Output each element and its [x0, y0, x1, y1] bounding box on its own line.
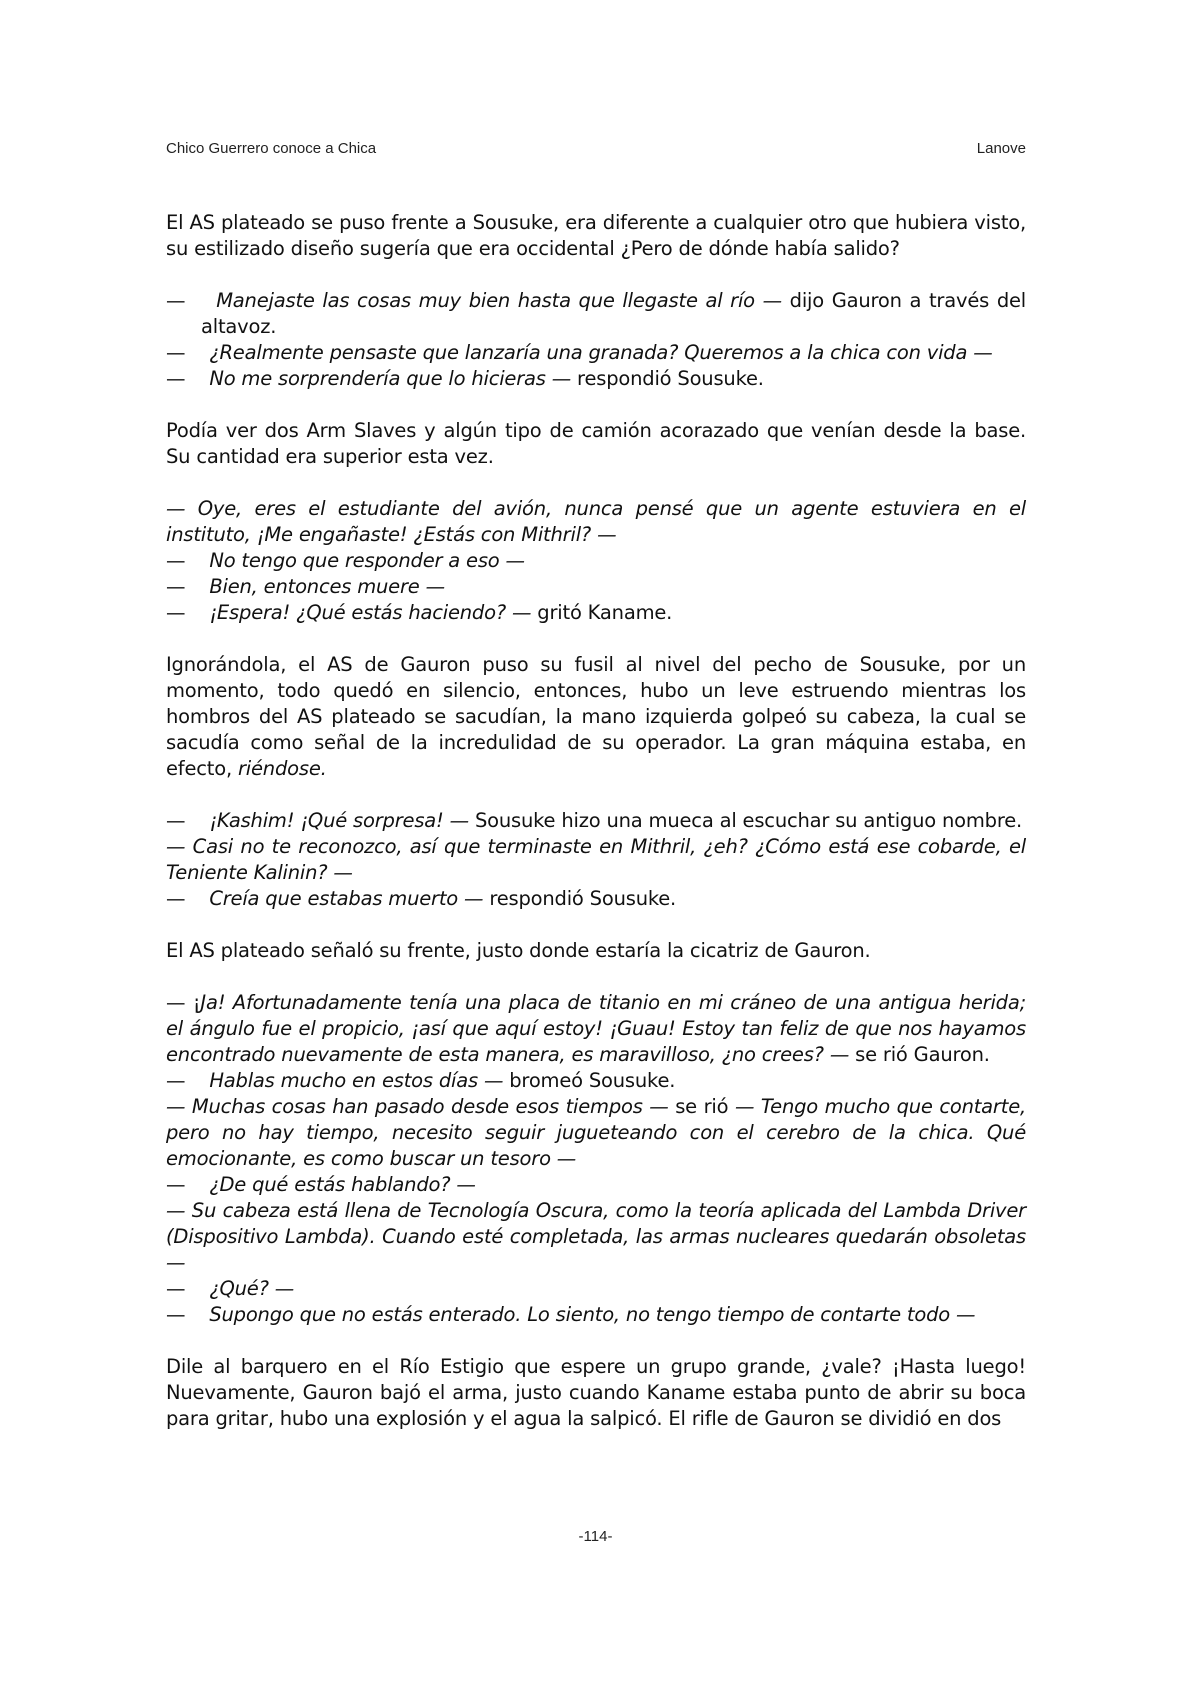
header-author: Lanove: [976, 140, 1026, 157]
dialogue-block: [166, 808, 1026, 912]
paragraph: Podía ver dos Arm Slaves y algún tipo de camión acorazado que venían desde la base. Su cantidad era superior esta vez.: [166, 419, 1026, 468]
dialogue-block: [166, 496, 1026, 626]
dialogue-line: — ¿Realmente pensaste que lanzaría una granada? Queremos a la chica con vida —: [166, 341, 993, 364]
paragraph: El AS plateado señaló su frente, justo donde estaría la cicatriz de Gauron.: [166, 939, 871, 962]
dialogue-line: — Su cabeza está llena de Tecnología Oscura, como la teoría aplicada del Lambda Driver (Dispositivo Lambda). Cuando esté completada, las armas nucleares quedarán obsoletas —: [166, 1199, 1026, 1274]
body-text: [166, 210, 1026, 1458]
dialogue-line: — ¡Espera! ¿Qué estás haciendo? — gritó Kaname.: [166, 601, 673, 624]
running-header: [166, 140, 1026, 162]
header-book-title: Chico Guerrero conoce a Chica: [166, 140, 377, 157]
dialogue-block: [166, 990, 1026, 1328]
dialogue-line: — Creía que estabas muerto — respondió Sousuke.: [166, 887, 677, 910]
dialogue-line: — Muchas cosas han pasado desde esos tiempos — se rió — Tengo mucho que contarte, pero no hay tiempo, necesito seguir jugueteando con el cerebro de la chica. Qué emocionante, es como buscar un tesoro —: [166, 1095, 1026, 1170]
dialogue-line: — Supongo que no estás enterado. Lo siento, no tengo tiempo de contarte todo —: [166, 1303, 976, 1326]
dialogue-line: — Hablas mucho en estos días — bromeó Sousuke.: [166, 1069, 676, 1092]
dialogue-line: — ¿De qué estás hablando? —: [166, 1173, 476, 1196]
dialogue-line: — Bien, entonces muere —: [166, 575, 445, 598]
dialogue-line: — Casi no te reconozco, así que terminaste en Mithril, ¿eh? ¿Cómo está ese cobarde, el Teniente Kalinin? —: [166, 835, 1026, 884]
dialogue-line: — ¡Ja! Afortunadamente tenía una placa de titanio en mi cráneo de una antigua herida; el ángulo fue el propicio, ¡así que aquí estoy! ¡Guau! Estoy tan feliz de que nos hayamos encontrado nuevamente de esta manera, es maravilloso, ¿no crees? — se rió Gauron.: [166, 991, 1026, 1066]
dialogue-line: — ¿Qué? —: [166, 1277, 295, 1300]
dialogue-line: — Oye, eres el estudiante del avión, nunca pensé que un agente estuviera en el instituto, ¡Me engañaste! ¿Estás con Mithril? —: [166, 497, 1026, 546]
paragraph: Ignorándola, el AS de Gauron puso su fusil al nivel del pecho de Sousuke, por un momento, todo quedó en silencio, entonces, hubo un leve estruendo mientras los hombros del AS plateado se sacudían, la mano izquierda golpeó su cabeza, la cual se sacudía como señal de la incredulidad de su operador. La gran máquina estaba, en efecto, riéndose.: [166, 653, 1026, 780]
page-number: -114-: [578, 1528, 613, 1545]
dialogue-line: — No tengo que responder a eso —: [166, 549, 525, 572]
paragraph: Dile al barquero en el Río Estigio que espere un grupo grande, ¿vale? ¡Hasta luego! Nuevamente, Gauron bajó el arma, justo cuando Kaname estaba punto de abrir su boca para gritar, hubo una explosión y el agua la salpicó. El rifle de Gauron se dividió en dos: [166, 1355, 1026, 1430]
paragraph: El AS plateado se puso frente a Sousuke, era diferente a cualquier otro que hubiera visto, su estilizado diseño sugería que era occidental ¿Pero de dónde había salido?: [166, 211, 1026, 260]
dialogue-line: — ¡Kashim! ¡Qué sorpresa! — Sousuke hizo una mueca al escuchar su antiguo nombre.: [166, 809, 1023, 832]
dialogue-line: — Manejaste las cosas muy bien hasta que llegaste al río — dijo Gauron a través del altavoz.: [166, 289, 1027, 338]
dialogue-block: [166, 288, 1026, 392]
dialogue-line: — No me sorprendería que lo hicieras — respondió Sousuke.: [166, 367, 764, 390]
